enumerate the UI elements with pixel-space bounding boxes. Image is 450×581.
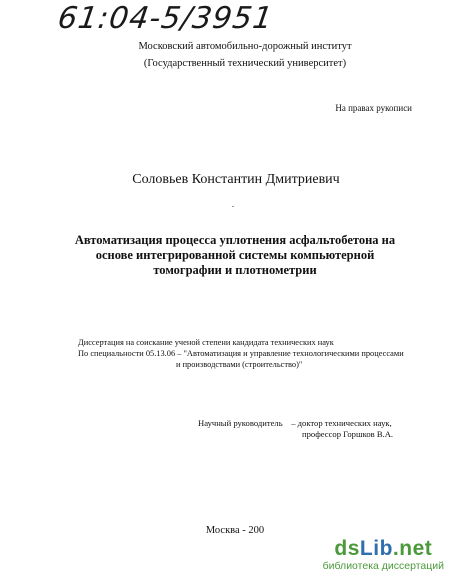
watermark-subtitle: библиотека диссертаций [322,560,444,572]
dissertation-title [40,233,430,278]
scan-speck [232,206,234,207]
institute-subtitle: (Государственный технический университет) [143,58,347,69]
supervisor-info [198,418,393,440]
dslib-logo [323,538,444,559]
specialty-line: По специальности 05.13.06 – "Автоматизация и управление технологическими процессами [78,349,404,358]
supervisor-name: профессор Горшков В.А. [302,429,394,439]
logo-ds: ds [334,537,360,560]
supervisor-line: Научный руководитель – доктор технических наук, [198,418,392,428]
dslib-watermark[interactable] [323,538,444,572]
title-line-3: томографии и плотнометрии [153,263,317,277]
degree-line: Диссертация на соискание ученой степени кандидата технических наук [78,338,334,347]
handwritten-catalog-code: 61:04-5/3951 [55,1,276,36]
city-year: Москва - 200 [205,525,265,536]
specialty-line-continued: и производствами (строительство)" [176,360,303,369]
manuscript-rights-note: На правах рукописи [335,103,412,113]
logo-net: .net [392,537,433,560]
author-name: Соловьев Константин Дмитриевич [132,172,340,187]
logo-lib: Lib [359,537,393,560]
institute-name: Московский автомобильно-дорожный институт [138,41,352,52]
dissertation-info [78,337,438,370]
title-line-2: основе интегрированной системы компьютерной [95,248,375,262]
title-line-1: Автоматизация процесса уплотнения асфальтобетона на [74,233,396,247]
